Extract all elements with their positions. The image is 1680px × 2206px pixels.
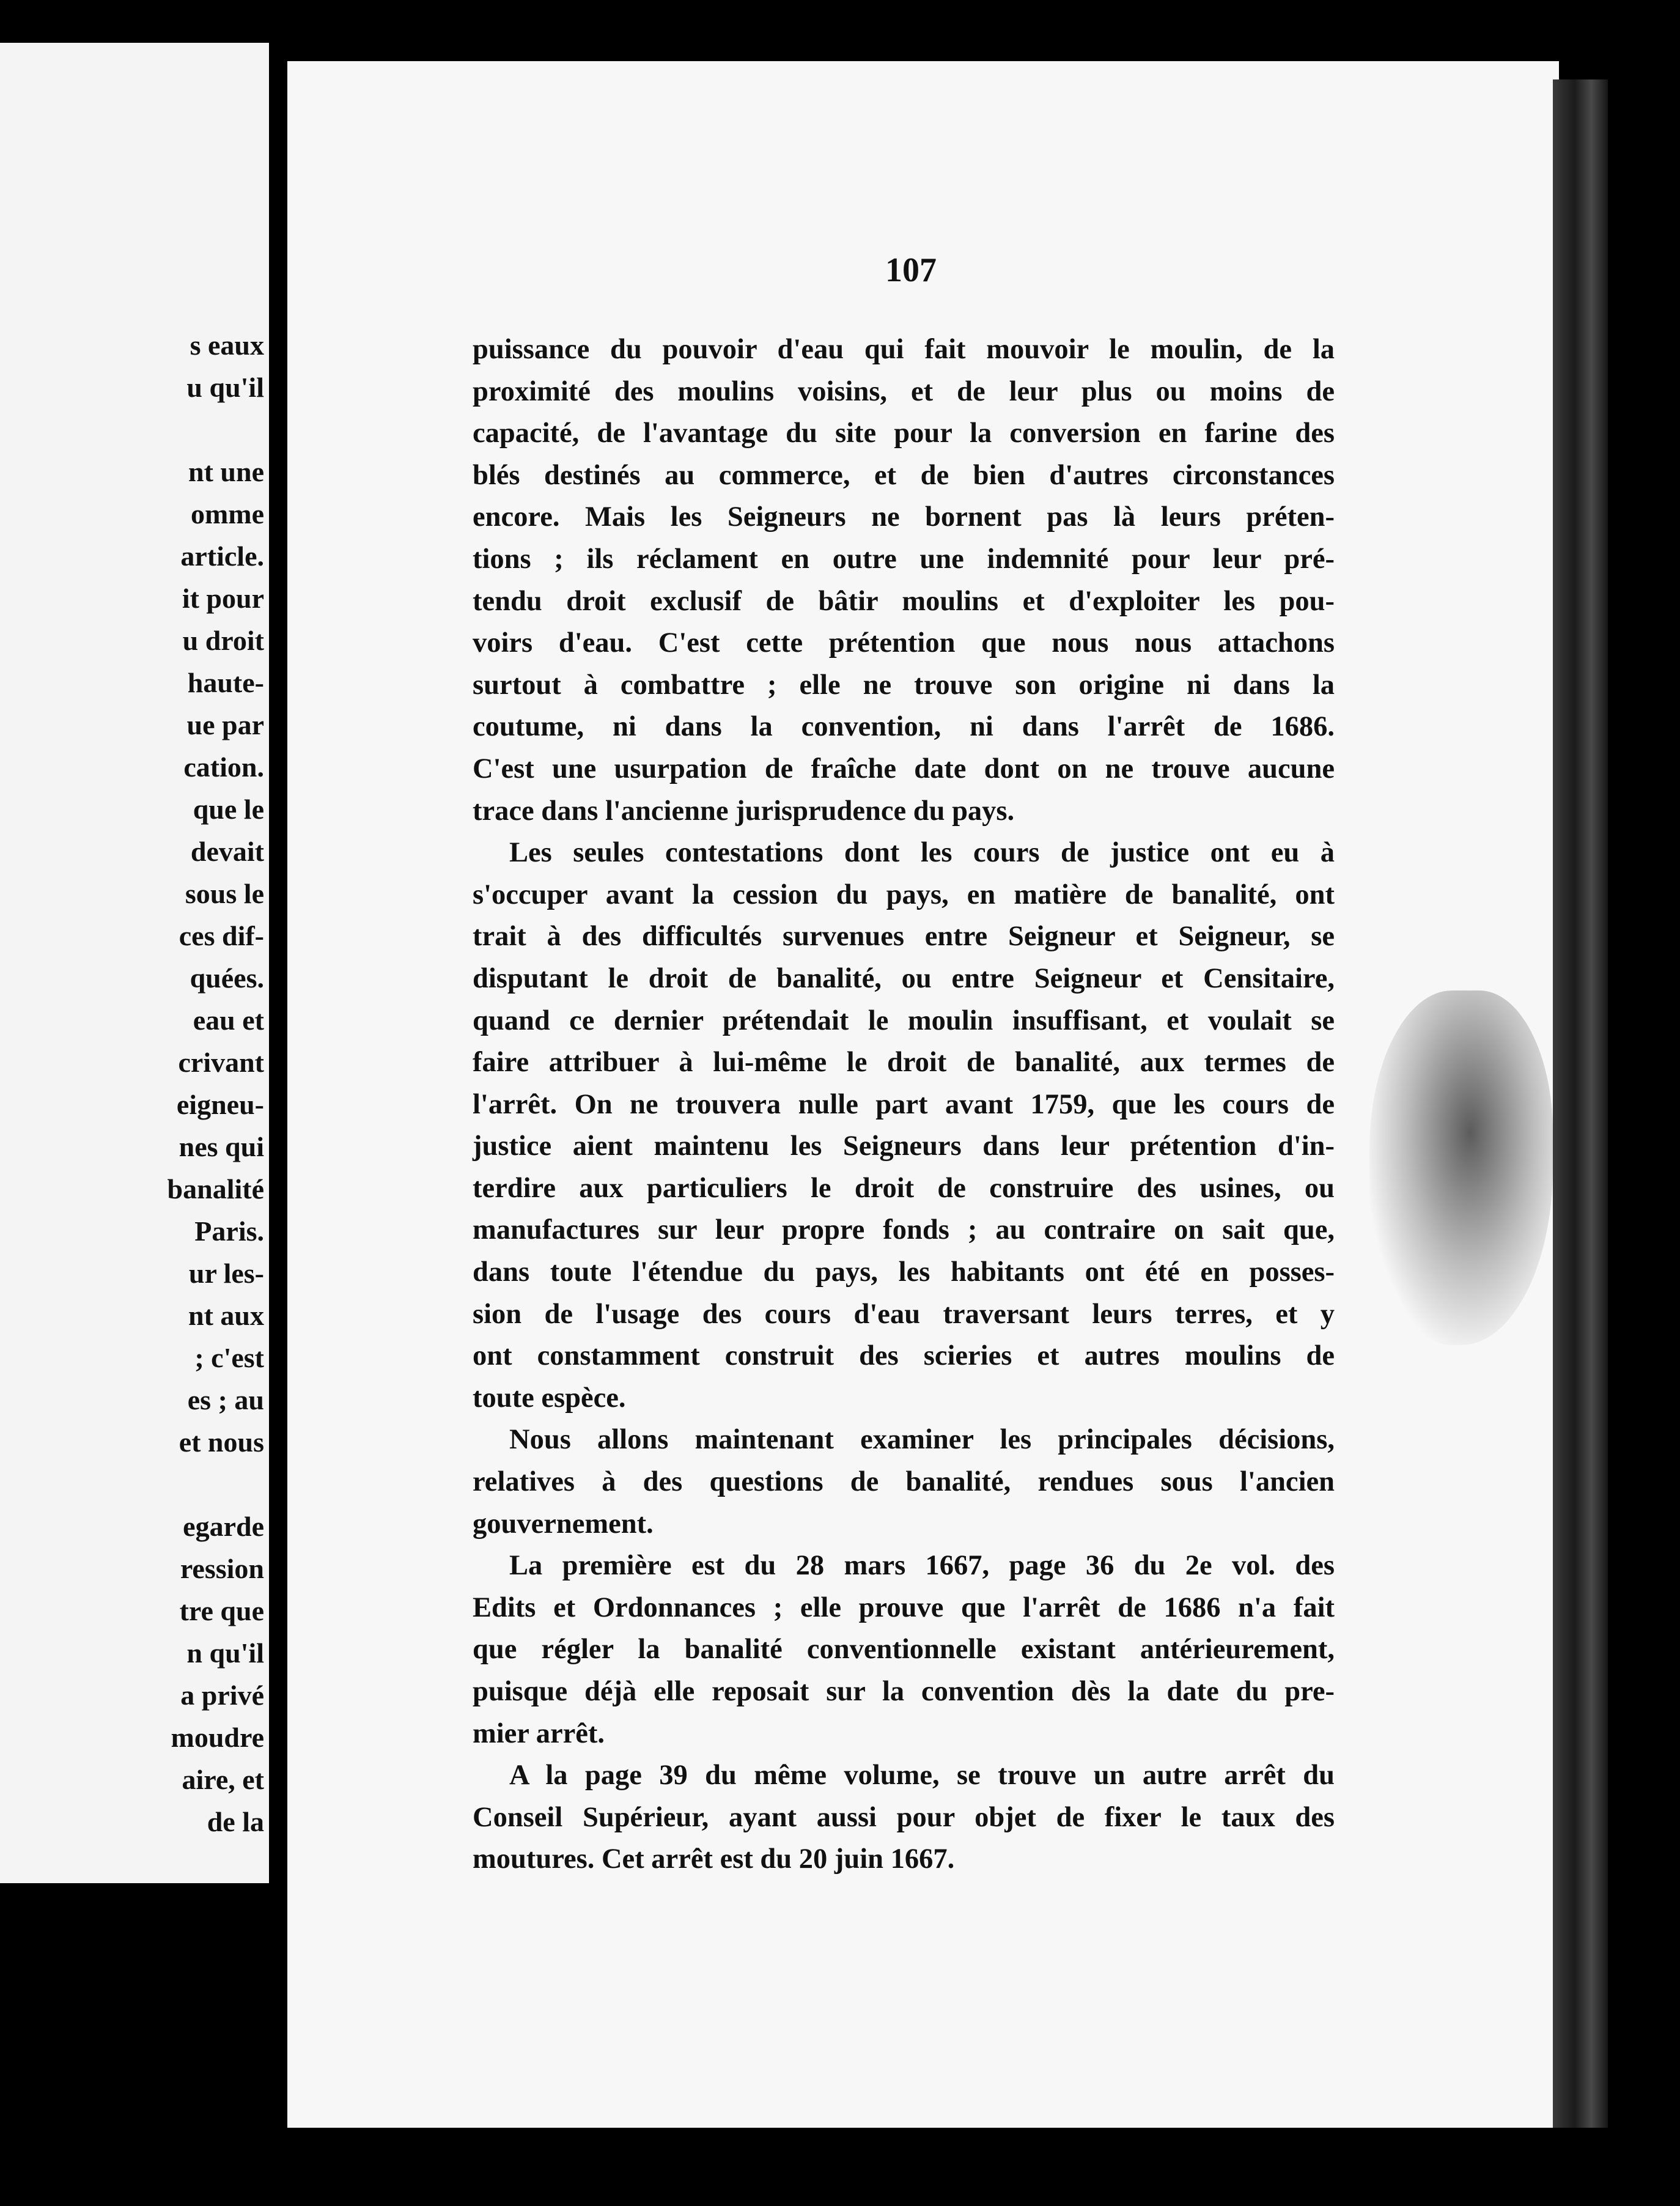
left-page-line: article. [180,540,264,572]
text-line: Conseil Supérieur, ayant aussi pour objet de fixer le taux des [473,1801,1335,1833]
text-line: relatives à des questions de banalité, rendues sous l'ancien [473,1466,1335,1498]
text-line: surtout à combattre ; elle ne trouve son origine ni dans la [473,669,1335,701]
left-page-line: cation. [183,751,264,783]
left-page-line: nt une [188,456,264,487]
left-page-line: es ; au [187,1384,264,1415]
left-page-line: u droit [182,625,264,656]
text-line: A la page 39 du même volume, se trouve un autre arrêt du [509,1760,1335,1791]
text-line: proximité des moulins voisins, et de leur plus ou moins de [473,375,1335,407]
text-line: sion de l'usage des cours d'eau traversant leurs terres, et y [473,1298,1335,1330]
text-line: quand ce dernier prétendait le moulin insuffisant, et voulait se [473,1005,1335,1036]
left-page-line: sous le [185,878,264,909]
text-line: Edits et Ordonnances ; elle prouve que l'arrêt de 1686 n'a fait [473,1592,1335,1623]
text-line: dans toute l'étendue du pays, les habitants ont été en posses- [473,1256,1335,1288]
left-page-line: s eaux [190,330,264,361]
left-page-line: ; c'est [194,1342,264,1373]
text-line: tendu droit exclusif de bâtir moulins et d'exploiter les pou- [473,585,1335,617]
text-line: capacité, de l'avantage du site pour la conversion en farine des [473,418,1335,449]
left-page-line: ur les- [188,1258,264,1289]
text-line: que régler la banalité conventionnelle existant antérieurement, [473,1634,1335,1666]
left-page-line: et nous [179,1426,264,1458]
text-line: s'occuper avant la cession du pays, en matière de banalité, ont [473,879,1335,910]
left-page-line: devait [190,836,264,867]
left-page-line: banalité [167,1173,264,1204]
left-page-line [168,408,264,451]
book-page-edge [1553,79,1608,2128]
left-page-line: ces dif- [179,920,264,951]
left-page-line: tre que [179,1595,264,1626]
left-page-line: ression [180,1553,264,1584]
text-line: blés destinés au commerce, et de bien d'autres circonstances [473,459,1335,491]
left-page-line: eau et [193,1005,264,1036]
text-line: faire attribuer à lui-même le droit de banalité, aux termes de [473,1047,1335,1079]
text-line: l'arrêt. On ne trouvera nulle part avant 1759, que les cours de [473,1088,1335,1120]
text-line: tions ; ils réclament en outre une indemnité pour leur pré- [473,543,1335,575]
left-page-line: Paris. [194,1216,264,1247]
left-page-line: moudre [171,1722,264,1753]
left-page-line: de la [207,1806,264,1837]
left-page-line: quées. [190,962,264,994]
text-line: coutume, ni dans la convention, ni dans l'arrêt de 1686. [473,711,1335,743]
text-line: Les seules contestations dont les cours de justice ont eu à [509,837,1335,869]
left-page-line: u qu'il [186,372,264,403]
page-number: 107 [885,251,937,289]
left-page-line: n qu'il [186,1637,264,1669]
left-page-line: crivant [178,1047,264,1078]
text-line: C'est une usurpation de fraîche date dont on ne trouve aucune [473,753,1335,784]
left-page-text-fragments [168,324,264,1843]
left-page-line: nes qui [179,1131,264,1162]
text-line: justice aient maintenu les Seigneurs dans leur prétention d'in- [473,1131,1335,1162]
left-page-line: haute- [187,667,264,698]
text-line: moutures. Cet arrêt est du 20 juin 1667. [473,1843,955,1875]
text-line: La première est du 28 mars 1667, page 36 du 2e vol. des [509,1550,1335,1582]
left-page-line: it pour [182,583,264,614]
text-line: gouvernement. [473,1508,654,1540]
text-line: puisque déjà elle reposait sur la convention dès la date du pre- [473,1676,1335,1707]
text-line: mier arrêt. [473,1717,605,1749]
left-page-line [168,1463,264,1505]
text-line: disputant le droit de banalité, ou entre Seigneur et Censitaire, [473,962,1335,994]
left-facing-page [0,43,269,1883]
ink-stain [1369,990,1553,1345]
text-line: ont constamment construit des scieries et autres moulins de [473,1340,1335,1372]
left-page-line: nt aux [188,1300,264,1331]
text-line: toute espèce. [473,1382,626,1414]
left-page-line: egarde [183,1511,264,1542]
text-line: voirs d'eau. C'est cette prétention que nous nous attachons [473,627,1335,659]
left-page-line: a privé [180,1680,264,1711]
text-line: trace dans l'ancienne jurisprudence du pays. [473,795,1015,827]
text-line: manufactures sur leur propre fonds ; au contraire on sait que, [473,1214,1335,1246]
text-line: puissance du pouvoir d'eau qui fait mouvoir le moulin, de la [473,334,1335,365]
left-page-line: eigneu- [176,1089,264,1120]
left-page-line: omme [190,498,264,529]
text-line: Nous allons maintenant examiner les principales décisions, [509,1424,1335,1456]
text-line: terdire aux particuliers le droit de construire des usines, ou [473,1172,1335,1204]
text-line: encore. Mais les Seigneurs ne bornent pas là leurs préten- [473,501,1335,533]
page-body-text [473,329,1335,1881]
left-page-line: ue par [186,709,264,740]
text-line: trait à des difficultés survenues entre Seigneur et Seigneur, se [473,921,1335,953]
left-page-line: aire, et [182,1764,264,1795]
left-page-line: que le [193,794,264,825]
